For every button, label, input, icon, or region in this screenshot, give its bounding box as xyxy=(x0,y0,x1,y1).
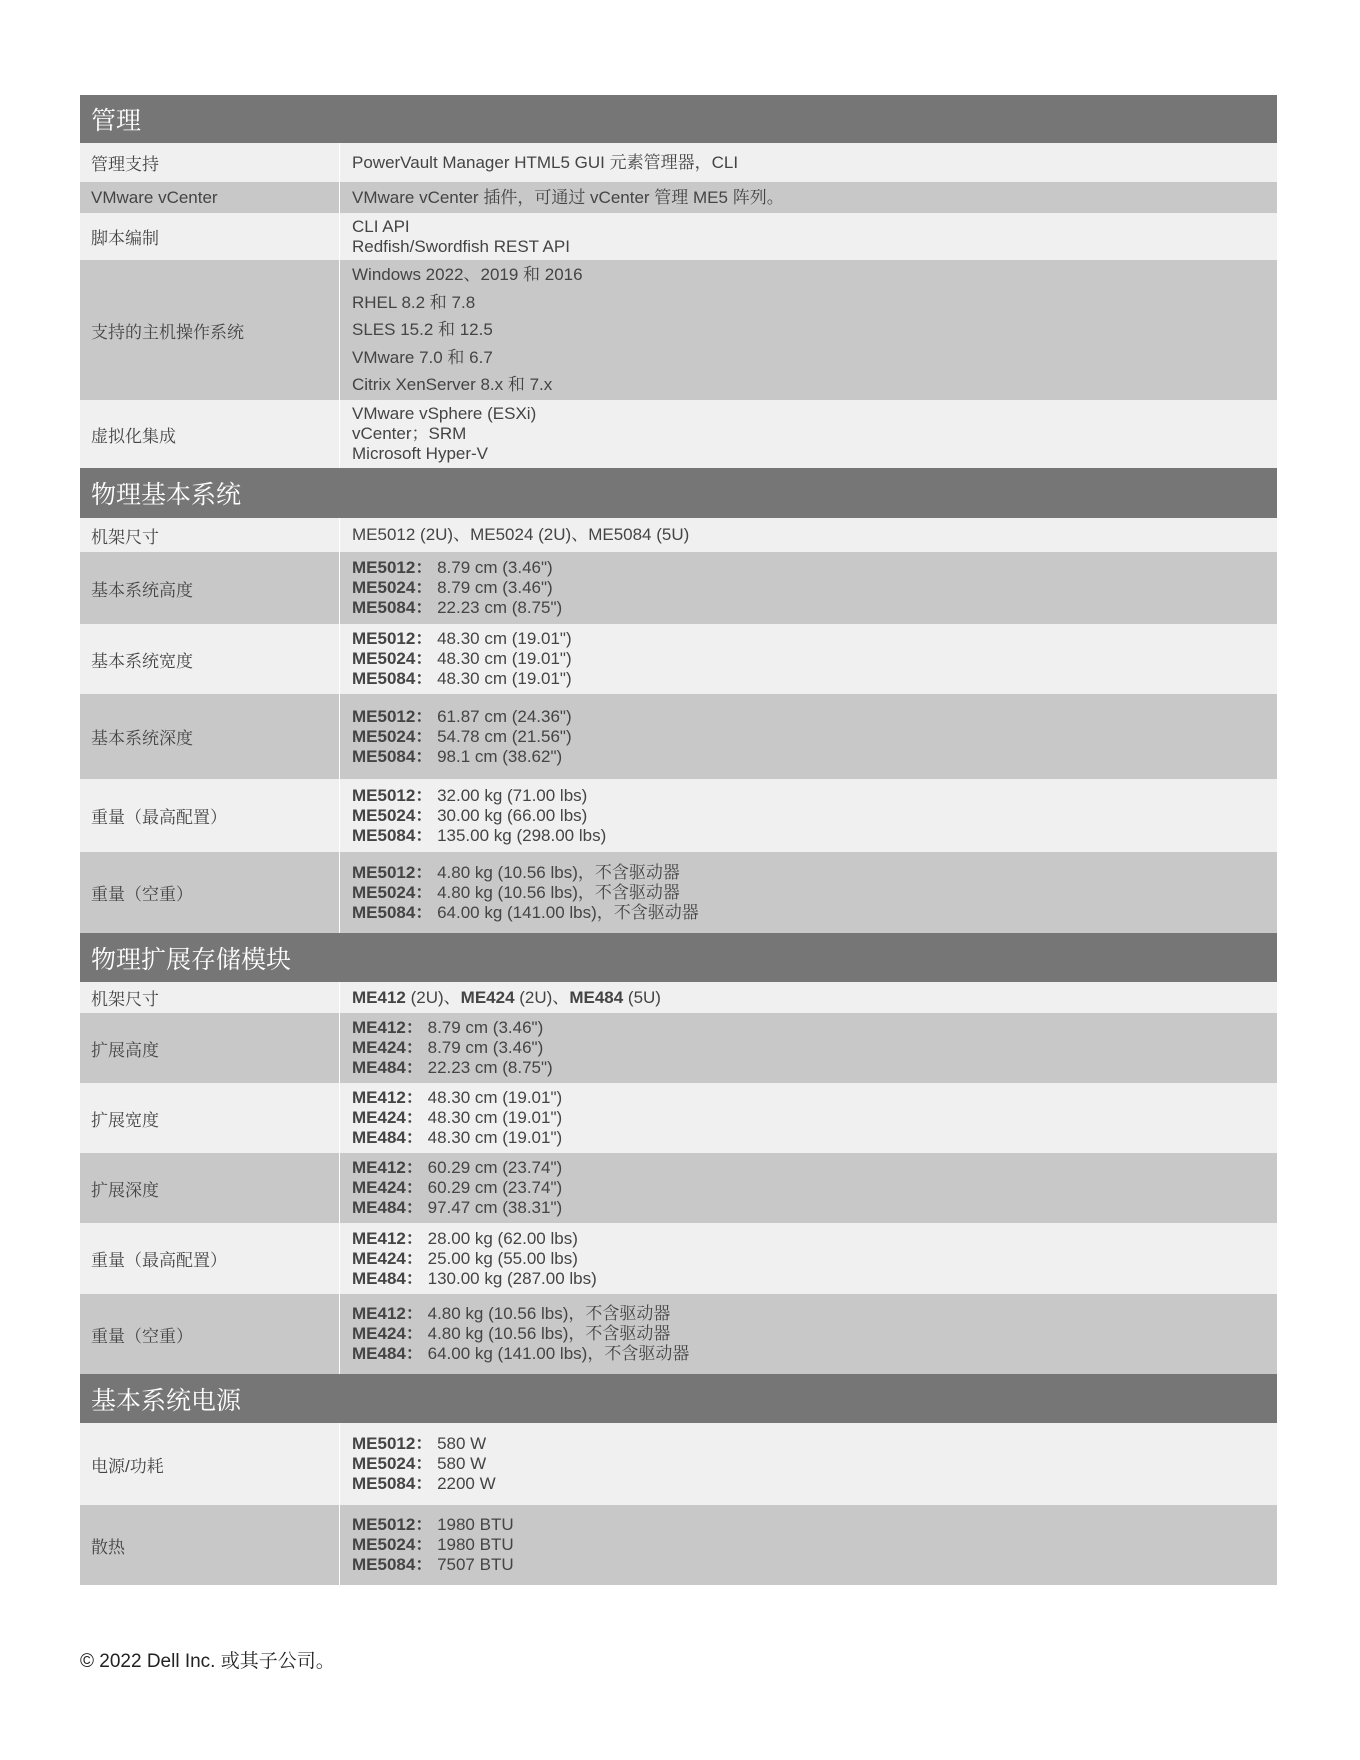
value-line xyxy=(352,1324,1265,1344)
value-line xyxy=(352,1304,1265,1324)
model-name: ME5024： xyxy=(352,1535,433,1554)
spec-label: 扩展深度 xyxy=(80,1153,340,1223)
value-text: 48.30 cm (19.01") xyxy=(437,669,572,688)
value-line xyxy=(352,1108,1265,1128)
model-name: ME484： xyxy=(352,1128,423,1147)
spec-label: 重量（空重） xyxy=(80,1294,340,1374)
spec-row xyxy=(80,1013,1277,1083)
spec-value xyxy=(340,143,1277,182)
spec-row xyxy=(80,624,1277,694)
model-name: ME424： xyxy=(352,1324,423,1343)
spec-value xyxy=(340,1294,1277,1374)
spec-row xyxy=(80,552,1277,624)
spec-value xyxy=(340,518,1277,552)
value-text: Redfish/Swordfish REST API xyxy=(352,236,570,256)
spec-value xyxy=(340,182,1277,213)
value-line xyxy=(352,707,1265,727)
value-line xyxy=(352,1229,1265,1249)
spec-label: 基本系统深度 xyxy=(80,694,340,779)
spec-label: 重量（最高配置） xyxy=(80,779,340,852)
value-text: 1980 BTU xyxy=(437,1515,514,1534)
value-text: 60.29 cm (23.74") xyxy=(427,1178,563,1197)
model-name: ME5084： xyxy=(352,902,433,922)
model-name: ME5084： xyxy=(352,669,433,688)
spec-value xyxy=(340,1153,1277,1223)
model-name: ME5084： xyxy=(352,598,433,617)
value-line xyxy=(352,1344,1265,1364)
value-line xyxy=(352,598,1265,618)
spec-row xyxy=(80,400,1277,468)
model-name: ME5024： xyxy=(352,649,433,668)
value-line xyxy=(352,1158,1265,1178)
model-name: ME5012： xyxy=(352,862,433,882)
value-text: ME5012 (2U)、ME5024 (2U)、ME5084 (5U) xyxy=(352,525,690,544)
spec-row xyxy=(80,1294,1277,1374)
spec-label: 重量（最高配置） xyxy=(80,1223,340,1294)
value-line xyxy=(352,863,1265,883)
value-line xyxy=(352,1018,1265,1038)
value-text: (2U)、 xyxy=(405,987,461,1007)
model-name: ME424： xyxy=(352,1248,423,1268)
model-name: ME5084： xyxy=(352,825,433,845)
value-line xyxy=(352,747,1265,767)
spec-value xyxy=(340,852,1277,933)
model-name: ME412： xyxy=(352,1304,423,1323)
value-line xyxy=(352,371,1265,399)
model-name: ME5012： xyxy=(352,629,433,648)
value-text: 4.80 kg (10.56 lbs)，不含驱动器 xyxy=(437,862,680,882)
spec-label: 机架尺寸 xyxy=(80,982,340,1013)
spec-value xyxy=(340,694,1277,779)
value-text: 2200 W xyxy=(437,1474,496,1493)
value-line xyxy=(352,444,1265,464)
value-text: 48.30 cm (19.01") xyxy=(437,649,572,668)
value-line xyxy=(352,883,1265,903)
value-text: 22.23 cm (8.75") xyxy=(427,1058,553,1077)
value-text: 61.87 cm (24.36") xyxy=(437,706,572,726)
value-line xyxy=(352,237,1265,257)
model-name: ME412： xyxy=(352,1228,423,1248)
value-line xyxy=(352,153,1265,173)
value-line xyxy=(352,1198,1265,1218)
model-name: ME412： xyxy=(352,1088,423,1107)
value-text: vCenter；SRM xyxy=(352,424,467,443)
section-header: 基本系统电源 xyxy=(80,1374,1277,1423)
model-name: ME484： xyxy=(352,1344,423,1363)
model-name: ME5084： xyxy=(352,746,433,766)
spec-row xyxy=(80,1423,1277,1505)
spec-label: 基本系统宽度 xyxy=(80,624,340,694)
value-text: Windows 2022、2019 和 2016 xyxy=(352,265,583,285)
spec-label: 支持的主机操作系统 xyxy=(80,260,340,400)
spec-value xyxy=(340,1505,1277,1585)
value-line xyxy=(352,806,1265,826)
value-text: 64.00 kg (141.00 lbs)，不含驱动器 xyxy=(437,902,699,922)
section-header: 物理基本系统 xyxy=(80,468,1277,518)
spec-row xyxy=(80,852,1277,933)
spec-row xyxy=(80,694,1277,779)
value-text: VMware 7.0 和 6.7 xyxy=(352,347,493,367)
spec-row xyxy=(80,1083,1277,1153)
value-line xyxy=(352,261,1265,289)
spec-value xyxy=(340,552,1277,624)
value-line xyxy=(352,316,1265,344)
value-line xyxy=(352,1474,1265,1494)
spec-table xyxy=(80,95,1277,1585)
value-text: (2U)、 xyxy=(514,987,570,1007)
value-text: 8.79 cm (3.46") xyxy=(427,1018,544,1037)
value-line xyxy=(352,1038,1265,1058)
value-text: Citrix XenServer 8.x 和 7.x xyxy=(352,375,553,395)
value-text: 580 W xyxy=(437,1434,487,1453)
value-text: 22.23 cm (8.75") xyxy=(437,598,563,617)
value-text: 8.79 cm (3.46") xyxy=(437,558,553,577)
value-text: 48.30 cm (19.01") xyxy=(427,1108,563,1127)
model-name: ME412： xyxy=(352,1018,423,1037)
value-text: 135.00 kg (298.00 lbs) xyxy=(437,825,607,845)
spec-row xyxy=(80,518,1277,552)
model-name: ME484： xyxy=(352,1198,423,1217)
model-name: ME412 xyxy=(352,987,406,1007)
spec-value xyxy=(340,779,1277,852)
section-header: 管理 xyxy=(80,95,1277,143)
model-name: ME484： xyxy=(352,1058,423,1077)
spec-row xyxy=(80,143,1277,182)
spec-value xyxy=(340,982,1277,1013)
value-text: 1980 BTU xyxy=(437,1535,514,1554)
value-line xyxy=(352,578,1265,598)
spec-label: 基本系统高度 xyxy=(80,552,340,624)
value-text: 48.30 cm (19.01") xyxy=(427,1128,563,1147)
spec-row xyxy=(80,1153,1277,1223)
value-text: VMware vSphere (ESXi) xyxy=(352,404,537,423)
value-text: 98.1 cm (38.62") xyxy=(437,746,563,766)
model-name: ME412： xyxy=(352,1158,423,1177)
value-line xyxy=(352,525,1265,545)
value-line xyxy=(352,217,1265,237)
value-text: 4.80 kg (10.56 lbs)，不含驱动器 xyxy=(437,882,680,902)
value-text: RHEL 8.2 和 7.8 xyxy=(352,292,476,312)
model-name: ME5084： xyxy=(352,1555,433,1574)
value-line xyxy=(352,1269,1265,1289)
value-text: 54.78 cm (21.56") xyxy=(437,726,572,746)
value-text: (5U) xyxy=(623,987,661,1007)
spec-label: 扩展宽度 xyxy=(80,1083,340,1153)
spec-label: 电源/功耗 xyxy=(80,1423,340,1505)
value-text: SLES 15.2 和 12.5 xyxy=(352,320,493,340)
spec-label: 机架尺寸 xyxy=(80,518,340,552)
spec-value xyxy=(340,400,1277,468)
value-text: CLI API xyxy=(352,216,410,236)
value-text: 28.00 kg (62.00 lbs) xyxy=(427,1228,578,1248)
value-line xyxy=(352,1535,1265,1555)
model-name: ME424： xyxy=(352,1108,423,1127)
value-line xyxy=(352,629,1265,649)
spec-value xyxy=(340,1423,1277,1505)
spec-row xyxy=(80,1223,1277,1294)
spec-label: 虚拟化集成 xyxy=(80,400,340,468)
value-text: 48.30 cm (19.01") xyxy=(437,629,572,648)
value-line xyxy=(352,669,1265,689)
spec-row xyxy=(80,779,1277,852)
value-line xyxy=(352,1515,1265,1535)
model-name: ME424： xyxy=(352,1178,423,1197)
value-text: 97.47 cm (38.31") xyxy=(427,1198,563,1217)
spec-row xyxy=(80,213,1277,260)
spec-value xyxy=(340,260,1277,400)
spec-label: VMware vCenter xyxy=(80,182,340,213)
spec-row xyxy=(80,182,1277,213)
model-name: ME5012： xyxy=(352,785,433,805)
value-line xyxy=(352,727,1265,747)
model-name: ME5084： xyxy=(352,1474,433,1493)
model-name: ME484： xyxy=(352,1268,423,1288)
value-line xyxy=(352,1434,1265,1454)
value-line xyxy=(352,1128,1265,1148)
model-name: ME5012： xyxy=(352,558,433,577)
value-line xyxy=(352,1058,1265,1078)
value-line xyxy=(352,558,1265,578)
model-name: ME484 xyxy=(569,987,624,1007)
value-text: 7507 BTU xyxy=(437,1555,514,1574)
spec-label: 管理支持 xyxy=(80,143,340,182)
copyright-footer: © 2022 Dell Inc. 或其子公司。 xyxy=(80,1651,335,1672)
value-text: 130.00 kg (287.00 lbs) xyxy=(427,1268,597,1288)
value-text: PowerVault Manager HTML5 GUI 元素管理器，CLI xyxy=(352,152,739,172)
spec-value xyxy=(340,213,1277,260)
value-text: 4.80 kg (10.56 lbs)，不含驱动器 xyxy=(427,1324,671,1343)
value-text: 580 W xyxy=(437,1454,487,1473)
value-text: 64.00 kg (141.00 lbs)，不含驱动器 xyxy=(427,1344,690,1363)
spec-value xyxy=(340,1013,1277,1083)
model-name: ME424 xyxy=(460,987,515,1007)
value-line xyxy=(352,404,1265,424)
value-text: 48.30 cm (19.01") xyxy=(427,1088,563,1107)
spec-row xyxy=(80,260,1277,400)
value-line xyxy=(352,1088,1265,1108)
spec-row xyxy=(80,1505,1277,1585)
value-line xyxy=(352,1178,1265,1198)
value-line xyxy=(352,988,1265,1008)
model-name: ME424： xyxy=(352,1038,423,1057)
model-name: ME5012： xyxy=(352,1515,433,1534)
value-line xyxy=(352,424,1265,444)
spec-label: 扩展高度 xyxy=(80,1013,340,1083)
model-name: ME5024： xyxy=(352,726,433,746)
section-header: 物理扩展存储模块 xyxy=(80,933,1277,982)
spec-value xyxy=(340,624,1277,694)
value-text: 8.79 cm (3.46") xyxy=(437,578,553,597)
value-text: 25.00 kg (55.00 lbs) xyxy=(427,1248,578,1268)
value-text: 4.80 kg (10.56 lbs)，不含驱动器 xyxy=(427,1304,671,1323)
spec-value xyxy=(340,1223,1277,1294)
value-line xyxy=(352,1454,1265,1474)
value-text: 8.79 cm (3.46") xyxy=(427,1038,544,1057)
value-text: 32.00 kg (71.00 lbs) xyxy=(437,785,588,805)
model-name: ME5012： xyxy=(352,706,433,726)
spec-label: 脚本编制 xyxy=(80,213,340,260)
value-line xyxy=(352,1555,1265,1575)
spec-value xyxy=(340,1083,1277,1153)
value-text: Microsoft Hyper-V xyxy=(352,444,489,463)
model-name: ME5012： xyxy=(352,1434,433,1453)
value-line xyxy=(352,188,1265,208)
spec-row xyxy=(80,982,1277,1013)
value-text: 60.29 cm (23.74") xyxy=(427,1158,563,1177)
model-name: ME5024： xyxy=(352,882,433,902)
value-text: 30.00 kg (66.00 lbs) xyxy=(437,805,588,825)
value-line xyxy=(352,786,1265,806)
value-text: VMware vCenter 插件，可通过 vCenter 管理 ME5 阵列。 xyxy=(352,187,784,207)
value-line xyxy=(352,649,1265,669)
value-line xyxy=(352,903,1265,923)
model-name: ME5024： xyxy=(352,805,433,825)
value-line xyxy=(352,826,1265,846)
spec-label: 散热 xyxy=(80,1505,340,1585)
value-line xyxy=(352,344,1265,372)
spec-label: 重量（空重） xyxy=(80,852,340,933)
value-line xyxy=(352,289,1265,317)
model-name: ME5024： xyxy=(352,1454,433,1473)
model-name: ME5024： xyxy=(352,578,433,597)
value-line xyxy=(352,1249,1265,1269)
